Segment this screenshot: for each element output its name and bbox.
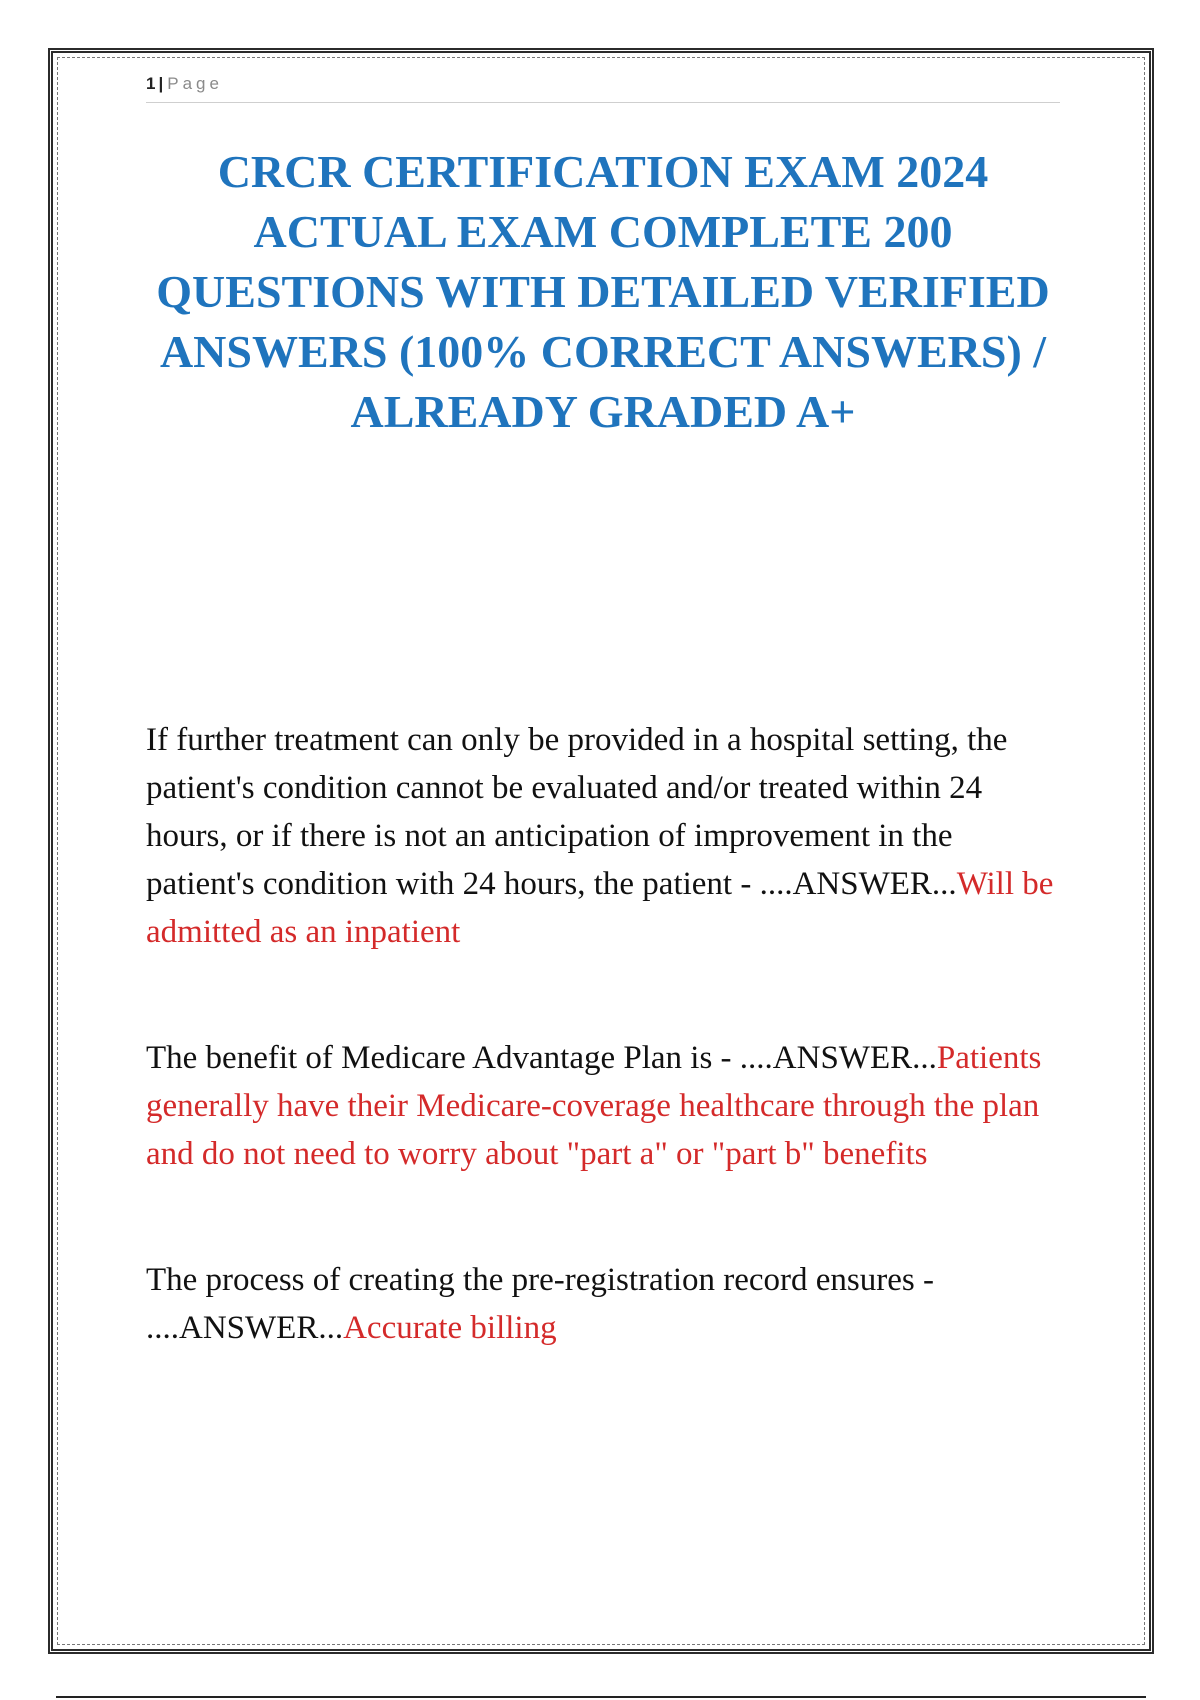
answer-text: Will be admitted as an inpatient bbox=[146, 866, 1054, 950]
answer-text: Patients generally have their Medicare-coverage healthcare through the plan and do not need to worry about "part a" or "part b" benefits bbox=[146, 1040, 1042, 1172]
qa-item bbox=[146, 1256, 1066, 1352]
footer-divider bbox=[56, 1696, 1146, 1698]
qa-list bbox=[146, 716, 1066, 1352]
answer-text: Accurate billing bbox=[343, 1310, 557, 1346]
page-label: Page bbox=[167, 74, 223, 93]
page-header bbox=[146, 70, 1060, 103]
question-text: If further treatment can only be provided in a hospital setting, the patient's condition cannot be evaluated and/or treated within 24 hours, or if there is not an anticipation of improvement in the patient's condition with 24 hours, the patient - ....ANSWER... bbox=[146, 722, 1008, 902]
page-separator: | bbox=[158, 74, 164, 93]
qa-item bbox=[146, 716, 1066, 956]
document-title: CRCR CERTIFICATION EXAM 2024 ACTUAL EXAM COMPLETE 200 QUESTIONS WITH DETAILED VERIFIED ANSWERS (100% CORRECT ANSWERS) / ALREADY GRADED A+ bbox=[156, 146, 1050, 437]
page-number: 1 bbox=[146, 74, 156, 93]
question-text: The process of creating the pre-registration record ensures - ....ANSWER... bbox=[146, 1262, 934, 1346]
question-text: The benefit of Medicare Advantage Plan is - ....ANSWER... bbox=[146, 1040, 937, 1076]
qa-item bbox=[146, 1034, 1066, 1178]
